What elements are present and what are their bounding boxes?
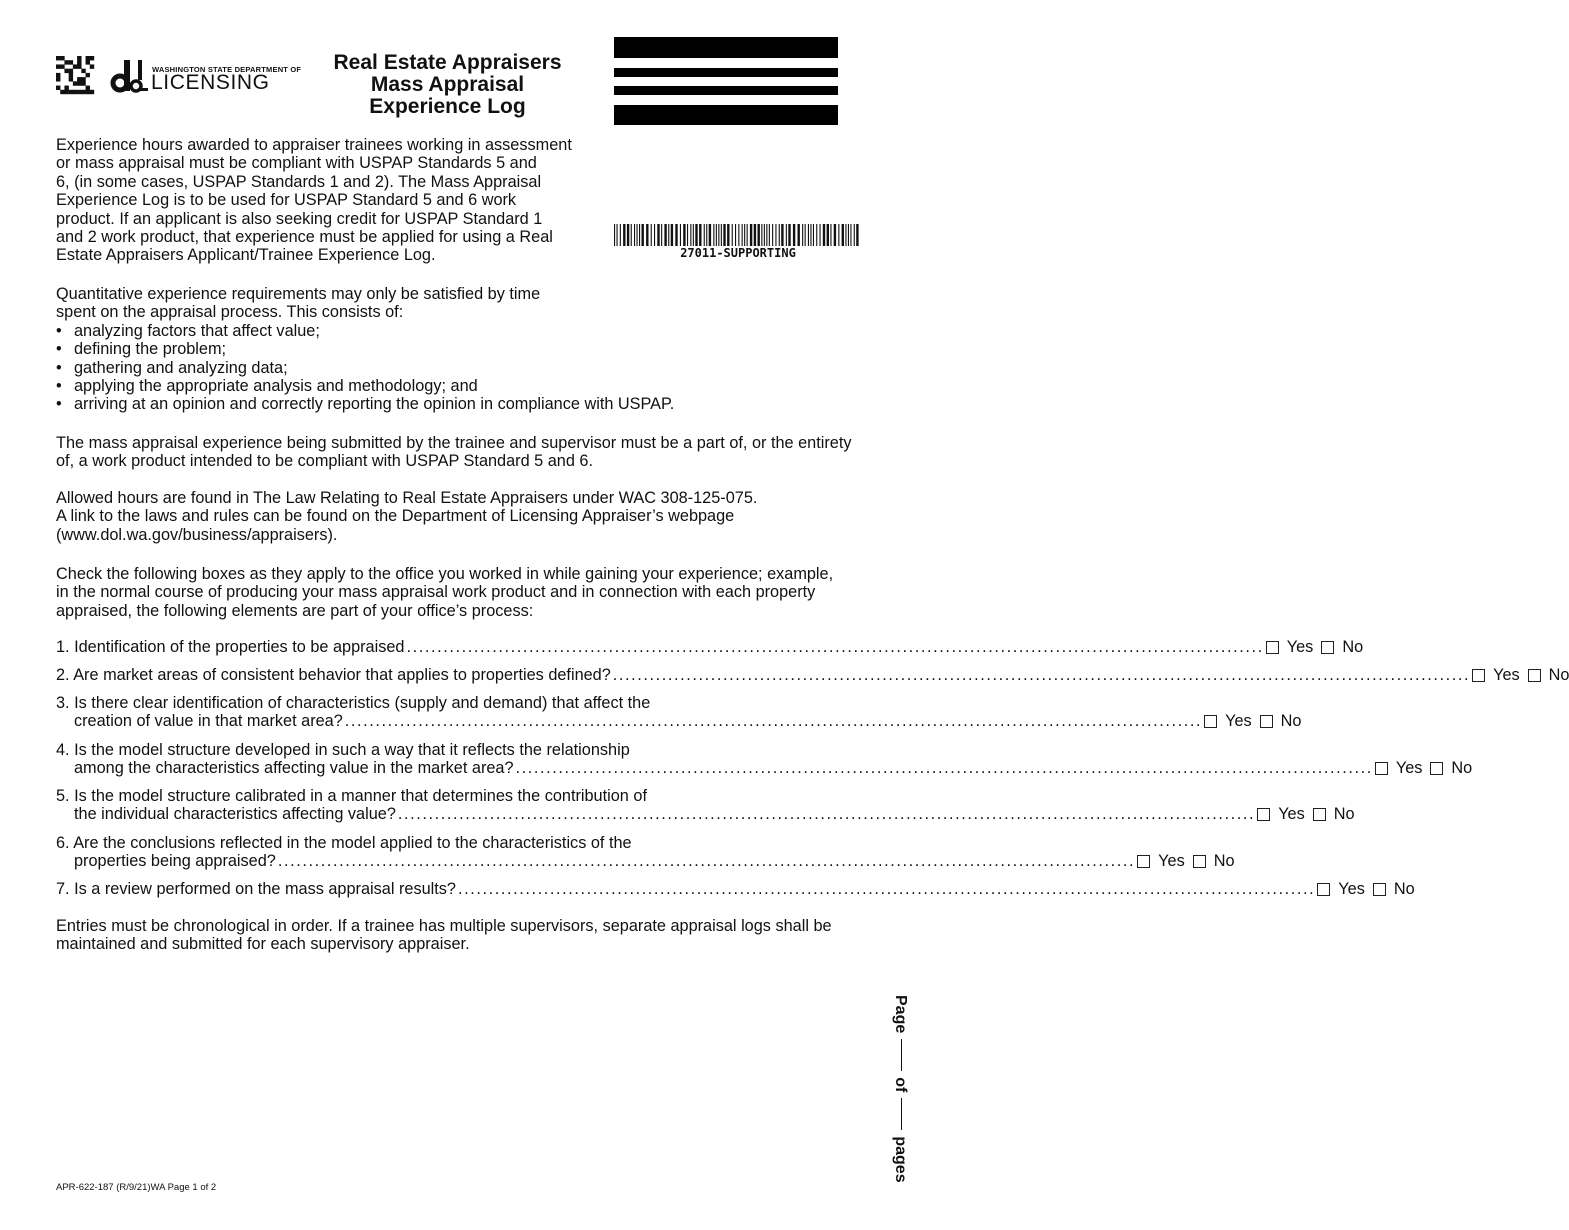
bullet-item: [56, 340, 716, 358]
bullet-icon: •: [56, 358, 62, 377]
no-option[interactable]: [1313, 805, 1355, 823]
question-text: 7. Is a review performed on the mass appraisal results?: [56, 880, 456, 898]
intro-paragraph: [56, 136, 601, 265]
bullet-icon: •: [56, 377, 62, 396]
question-4: [56, 741, 1473, 778]
bullet-text: gathering and analyzing data;: [74, 358, 288, 377]
black-bar: [614, 37, 838, 58]
text-line: Allowed hours are found in The Law Relating to Real Estate Appraisers under WAC 308-125-075.: [56, 489, 758, 507]
text-line: Quantitative experience requirements may only be satisfied by time: [56, 285, 541, 303]
no-option[interactable]: [1321, 638, 1363, 656]
page-count-blank[interactable]: [901, 1098, 902, 1130]
form-title: [300, 52, 595, 118]
no-label: No: [1393, 880, 1415, 898]
text-line: 6, (in some cases, USPAP Standards 1 and 2). The Mass Appraisal: [56, 172, 542, 191]
bullet-item: [56, 395, 716, 413]
question-2: [56, 666, 1569, 684]
bullet-icon: •: [56, 340, 62, 359]
question-text: 4. Is the model structure developed in such a way that it reflects the relationship: [56, 741, 630, 759]
no-checkbox[interactable]: [1321, 641, 1334, 654]
text-line: Experience hours awarded to appraiser trainees working in assessment: [56, 136, 572, 154]
yes-checkbox[interactable]: [1266, 641, 1279, 654]
no-checkbox[interactable]: [1373, 883, 1386, 896]
text-line: A link to the laws and rules can be found on the Department of Licensing Appraiser’s webpage: [56, 507, 735, 526]
title-line: Real Estate Appraisers: [333, 51, 562, 74]
bullet-text: arriving at an opinion and correctly reporting the opinion in compliance with USPAP.: [74, 395, 675, 414]
closing-paragraph: [56, 917, 896, 954]
no-option[interactable]: [1373, 880, 1415, 898]
page-number-blank[interactable]: [901, 1039, 902, 1071]
text-line: Entries must be chronological in order. If a trainee has multiple supervisors, separate appraisal logs shall be: [56, 917, 832, 935]
question-5: [56, 787, 1355, 824]
bullet-text: analyzing factors that affect value;: [74, 321, 320, 340]
yes-label: Yes: [1286, 638, 1314, 656]
office-use-bars: [614, 37, 838, 125]
bullet-item: [56, 359, 716, 377]
no-label: No: [1342, 638, 1364, 656]
question-text: 1. Identification of the properties to be appraised: [56, 638, 405, 656]
dot-leader: ............................................................................................................................................: [406, 638, 1264, 656]
mass-appraisal-paragraph: [56, 434, 896, 471]
question-3: [56, 694, 1302, 731]
yes-checkbox[interactable]: [1257, 808, 1270, 821]
qr-code-icon: [56, 56, 94, 94]
black-bar: [614, 86, 838, 95]
question-text: 5. Is the model structure calibrated in a manner that determines the contribution of: [56, 787, 647, 805]
text-line: Estate Appraisers Applicant/Trainee Experience Log.: [56, 246, 436, 265]
dot-leader: ............................................................................................................................................: [397, 805, 1256, 824]
bullet-item: [56, 322, 716, 340]
question-text: 6. Are the conclusions reflected in the model applied to the characteristics of the: [56, 834, 632, 852]
yes-checkbox[interactable]: [1472, 669, 1485, 682]
agency-name-small: WASHINGTON STATE DEPARTMENT OF: [152, 65, 302, 74]
dol-mark-icon: [110, 58, 148, 94]
dot-leader: ............................................................................................................................................: [612, 666, 1471, 684]
yes-option[interactable]: [1257, 805, 1305, 823]
checkbox-instructions: [56, 565, 896, 620]
yes-checkbox[interactable]: [1375, 762, 1388, 775]
barcode-label: 27011-SUPPORTING: [680, 246, 796, 260]
yes-option[interactable]: [1137, 852, 1185, 870]
yes-option[interactable]: [1375, 759, 1423, 777]
bullet-icon: •: [56, 321, 62, 340]
yes-label: Yes: [1225, 712, 1252, 731]
yes-option[interactable]: [1317, 880, 1365, 898]
text-line: or mass appraisal must be compliant with USPAP Standards 5 and: [56, 154, 537, 173]
question-text: 3. Is there clear identification of characteristics (supply and demand) that affect the: [56, 694, 651, 712]
text-line: in the normal course of producing your mass appraisal work product and in connection with each property: [56, 583, 816, 602]
question-text-continued: creation of value in that market area?: [74, 712, 343, 731]
page-label: Page: [892, 995, 909, 1034]
no-label: No: [1213, 852, 1235, 871]
yes-label: Yes: [1158, 852, 1185, 871]
dot-leader: ............................................................................................................................................: [457, 880, 1316, 898]
text-line: The mass appraisal experience being submitted by the trainee and supervisor must be a part of, or the entirety: [56, 434, 852, 452]
yes-checkbox[interactable]: [1204, 715, 1217, 728]
yes-label: Yes: [1338, 880, 1365, 898]
text-line: and 2 work product, that experience must be applied for using a Real: [56, 228, 553, 247]
quantitative-paragraph: [56, 285, 716, 414]
yes-label: Yes: [1278, 805, 1305, 824]
question-text-continued: the individual characteristics affecting value?: [74, 805, 396, 824]
dot-leader: ............................................................................................................................................: [344, 712, 1203, 731]
allowed-hours-paragraph: [56, 489, 896, 544]
text-line: of, a work product intended to be compliant with USPAP Standard 5 and 6.: [56, 452, 594, 471]
text-line: spent on the appraisal process. This consists of:: [56, 303, 404, 322]
text-line: (www.dol.wa.gov/business/appraisers).: [56, 525, 338, 544]
question-1: [56, 638, 1364, 656]
page-indicator: [888, 995, 908, 1193]
no-option[interactable]: [1260, 712, 1302, 730]
no-checkbox[interactable]: [1528, 669, 1541, 682]
no-checkbox[interactable]: [1430, 762, 1443, 775]
text-line: appraised, the following elements are part of your office’s process:: [56, 601, 534, 620]
no-label: No: [1451, 759, 1473, 778]
question-text-continued: properties being appraised?: [74, 852, 276, 871]
bullet-item: [56, 377, 716, 395]
dot-leader: ............................................................................................................................................: [515, 759, 1373, 778]
question-7: [56, 880, 1415, 898]
black-bar: [614, 105, 838, 125]
bullet-text: defining the problem;: [74, 340, 227, 359]
text-line: Check the following boxes as they apply to the office you worked in while gaining your experience; example,: [56, 565, 834, 583]
dol-logo: [110, 58, 302, 94]
of-label: of: [892, 1077, 909, 1093]
bullet-icon: •: [56, 395, 62, 414]
text-line: Experience Log is to be used for USPAP Standard 5 and 6 work: [56, 191, 517, 210]
title-line: Mass Appraisal: [370, 73, 525, 96]
no-label: No: [1280, 712, 1302, 731]
yes-label: Yes: [1493, 666, 1520, 684]
question-6: [56, 834, 1235, 871]
yes-option[interactable]: [1472, 666, 1520, 684]
agency-name-big: LICENSING: [151, 71, 270, 94]
no-label: No: [1333, 805, 1355, 824]
yes-option[interactable]: [1204, 712, 1252, 730]
no-checkbox[interactable]: [1193, 855, 1206, 868]
text-line: maintained and submitted for each supervisory appraiser.: [56, 935, 470, 954]
no-option[interactable]: [1193, 852, 1235, 870]
pages-label: pages: [892, 1136, 909, 1183]
yes-option[interactable]: [1266, 638, 1314, 656]
yes-checkbox[interactable]: [1137, 855, 1150, 868]
form-footer: APR-622-187 (R/9/21)WA Page 1 of 2: [56, 1182, 217, 1193]
question-text-continued: among the characteristics affecting value in the market area?: [74, 759, 514, 778]
text-line: product. If an applicant is also seeking credit for USPAP Standard 1: [56, 209, 543, 228]
black-bar: [614, 68, 838, 77]
no-option[interactable]: [1528, 666, 1569, 684]
dot-leader: ............................................................................................................................................: [277, 852, 1136, 871]
no-checkbox[interactable]: [1313, 808, 1326, 821]
yes-label: Yes: [1395, 759, 1423, 778]
question-text: 2. Are market areas of consistent behavior that applies to properties defined?: [56, 666, 611, 684]
title-line: Experience Log: [369, 95, 526, 118]
yes-checkbox[interactable]: [1317, 883, 1330, 896]
no-option[interactable]: [1430, 759, 1472, 777]
no-checkbox[interactable]: [1260, 715, 1273, 728]
no-label: No: [1548, 666, 1569, 684]
barcode-icon: [614, 224, 862, 246]
bullet-text: applying the appropriate analysis and methodology; and: [74, 377, 478, 396]
